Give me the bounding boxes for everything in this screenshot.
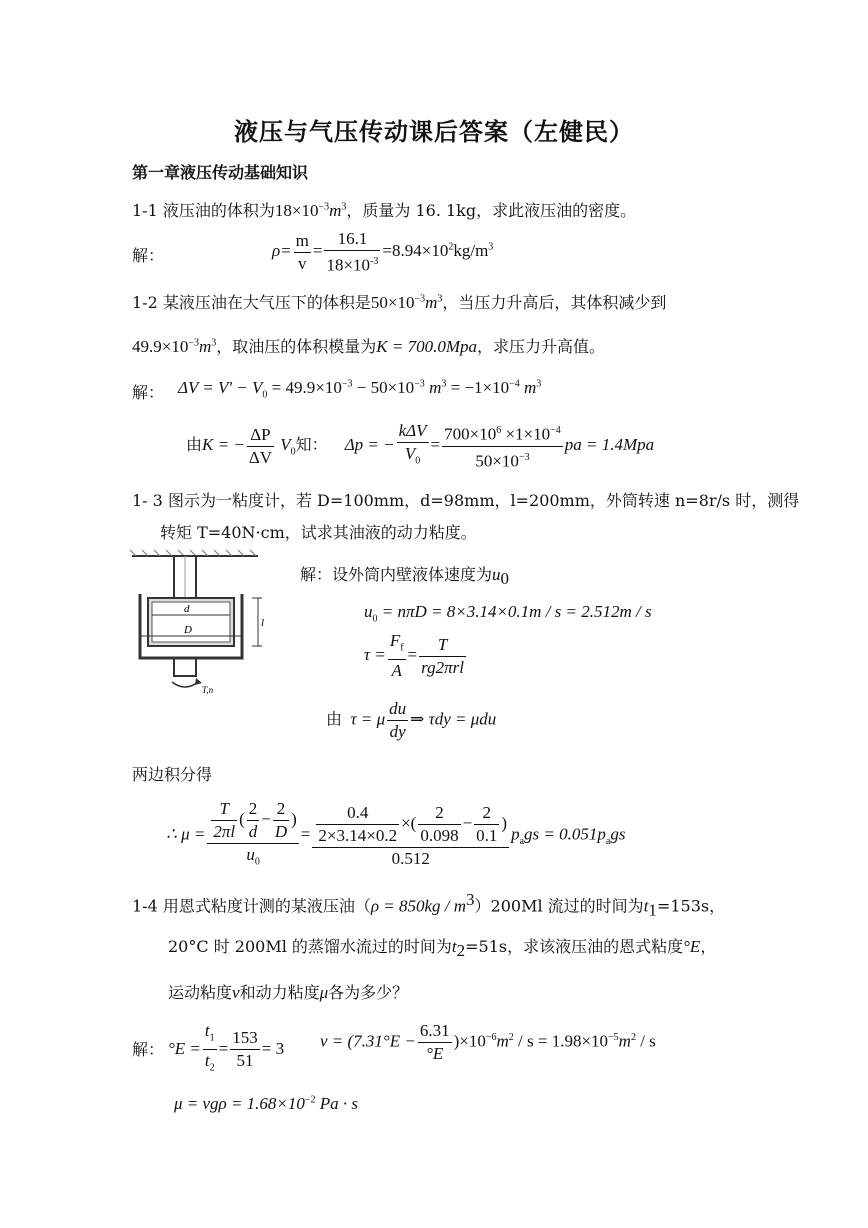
problem-1-4-line3: 运动粘度ν和动力粘度μ各为多少？ (168, 983, 409, 1002)
fig-label-tn: T,n (202, 685, 214, 695)
equation-1-3-shear: 由 τ = μ $\frac{du}{dy}$ ⇒ τdy = μdu (326, 699, 497, 741)
equation-1-4-degE: °E = $\frac{t_1}{t_2}$ = $\frac{153}{51}$ = 3 (168, 1021, 285, 1074)
fig-label-d: d (184, 603, 190, 615)
equation-1-3-mu: ∴ μ = $\frac{T}{2\pi l}$ ( $\frac{2}{d}$ − $\frac{2}{D}$ ) $u_0$ = $\frac{0.4}{2\times 3.14\times 0.2}$ ×( $\frac{2}{0.098}$ − $\frac{2}{0.1}$ ) 0.512 $p_ags = 0.051p_ags$ (166, 799, 626, 868)
problem-1-3-line2: 转矩 T=40N·cm，试求其油液的动力粘度。 (160, 523, 477, 542)
document-title: 液压与气压传动课后答案（左健民） (234, 117, 634, 146)
answer-label-1-1: 解： (132, 246, 165, 265)
problem-1-2-line1: 1-2 某液压油在大气压下的体积是$50\times 10^{-3}m^3$，当压力升高后，其体积减少到 (132, 293, 667, 312)
fig-label-l: l (261, 617, 265, 629)
problem-1-2-line2: $49.9\times 10^{-3}m^3$，取油压的体积模量为K = 700.0Mpa，求压力升高值。 (132, 337, 606, 356)
solution-1-3-intro: 解：设外筒内壁液体速度为$u_0$ (300, 565, 510, 589)
equation-1-2-delta-v: $\Delta V = V' - V_0 = 49.9\times 10^{-3} - 50\times 10^{-3}$ $m^3 = -1\times 10^{-4}$ $m^3$ (178, 378, 542, 401)
problem-1-4-line1: 1-4 用恩式粘度计测的某液压油$(\rho = 850kg / m^3)200Ml$ 流过的时间为$t_1=153s$， (132, 890, 726, 920)
equation-1-3-tau: τ = $\frac{F_f}{A}$ = $\frac{T}{\text{rg2πrl}}$ (364, 631, 464, 681)
viscometer-figure (126, 548, 274, 698)
equation-1-2-delta-p: 由K = − $\frac{\Delta P}{\Delta V}$ $V_0$知： Δp = − $\frac{\text{kΔV}}{V_0}$ = $\frac{700\times 10^6 \times 1\times 10^{-4}}{50\times 10^{-3}}$ pa = 1.4Mpa (186, 421, 655, 471)
equation-1-4-mu: $\mu = \nu g\rho = 1.68\times 10^{-2}$ Pa · s (174, 1094, 359, 1113)
fig-label-D: D (184, 624, 192, 636)
answer-label-1-4: 解： (132, 1040, 165, 1059)
integrate-note: 两边积分得 (132, 765, 213, 784)
chapter-heading: 第一章液压传动基础知识 (132, 163, 309, 182)
problem-1-4-line2: 20°C 时 200Ml 的蒸馏水流过的时间为$t_2=51s$，求该液压油的恩式粘度°E， (168, 937, 717, 961)
problem-1-1: 1-1 液压油的体积为$18\times 10^{-3}m^3$，质量为 16. 1kg，求此液压油的密度。 (132, 201, 637, 220)
equation-1-1: ρ= $\frac{m}{v}$ = $\frac{16.1}{18\times 10^{-3}}$ $=8.94\times 10^2kg/m^3$ (272, 229, 494, 275)
answer-label-1-2: 解： (132, 383, 165, 402)
equation-1-4-nu: ν = (7.31°E − $\frac{6.31}{^\circ E}$ )$\times 10^{-6}m^2 / s = 1.98\times 10^{-5}m^2 / s$ (320, 1021, 656, 1063)
problem-1-3-line1: 1- 3 图示为一粘度计，若 D=100mm，d=98mm，l=200mm，外筒转速 n=8r/s 时，测得 (132, 491, 800, 510)
equation-1-3-u0: $u_0 = n\pi D = 8\times 3.14\times 0.1m / s = 2.512m / s$ (364, 602, 652, 625)
